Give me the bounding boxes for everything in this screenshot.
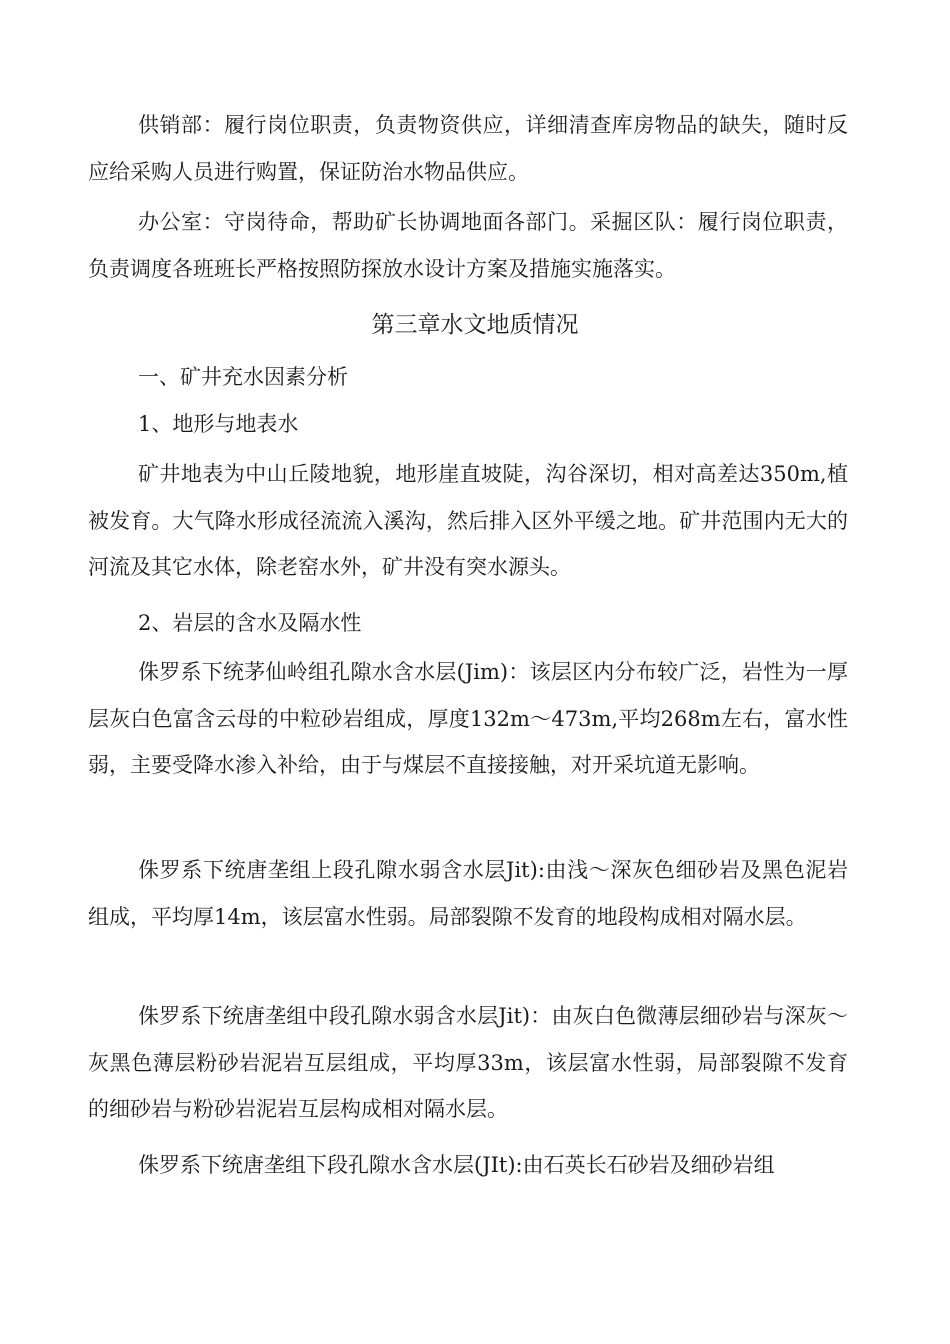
paragraph-office: 办公室：守岗待命，帮助矿长协调地面各部门。采掘区队：履行岗位职责，负责调度各班班长严格按照防探放水设计方案及措施实施落实。: [88, 210, 848, 281]
paragraph-jit-lower: 侏罗系下统唐垄组下段孔隙水含水层(JIt):由石英长石砂岩及细砂岩组: [138, 1153, 775, 1177]
subsection-heading-aquifer: 2、岩层的含水及隔水性: [138, 611, 362, 635]
paragraph-supply-department: 供销部：履行岗位职责，负责物资供应，详细清查库房物品的缺失，随时反应给采购人员进行购置，保证防治水物品供应。: [88, 113, 848, 184]
paragraph-jit-upper: 侏罗系下统唐垄组上段孔隙水弱含水层Jit):由浅〜深灰色细砂岩及黑色泥岩组成，平均厚14m，该层富水性弱。局部裂隙不发育的地段构成相对隔水层。: [88, 858, 848, 929]
chapter-title: 第三章水文地质情况: [371, 312, 579, 338]
subsection-heading-terrain: 1、地形与地表水: [138, 412, 299, 436]
paragraph-terrain: 矿井地表为中山丘陵地貌，地形崖直坡陡，沟谷深切，相对高差达350m,植被发育。大气降水形成径流流入溪沟，然后排入区外平缓之地。矿井范围内无大的河流及其它水体，除老窑水外，矿井没有突水源头。: [88, 462, 848, 579]
paragraph-jit-middle: 侏罗系下统唐垄组中段孔隙水弱含水层Jit)：由灰白色微薄层细砂岩与深灰〜灰黑色薄层粉砂岩泥岩互层组成，平均厚33m，该层富水性弱，局部裂隙不发育的细砂岩与粉砂岩泥岩互层构成相对隔水层。: [88, 1004, 848, 1121]
section-heading: 一、矿井充水因素分析: [138, 365, 348, 389]
paragraph-jim-aquifer: 侏罗系下统茅仙岭组孔隙水含水层(Jim)：该层区内分布较广泛，岩性为一厚层灰白色富含云母的中粒砂岩组成，厚度132m〜473m,平均268m左右，富水性弱，主要受降水渗入补给，由于与煤层不直接接触，对开采坑道无影响。: [88, 660, 848, 777]
